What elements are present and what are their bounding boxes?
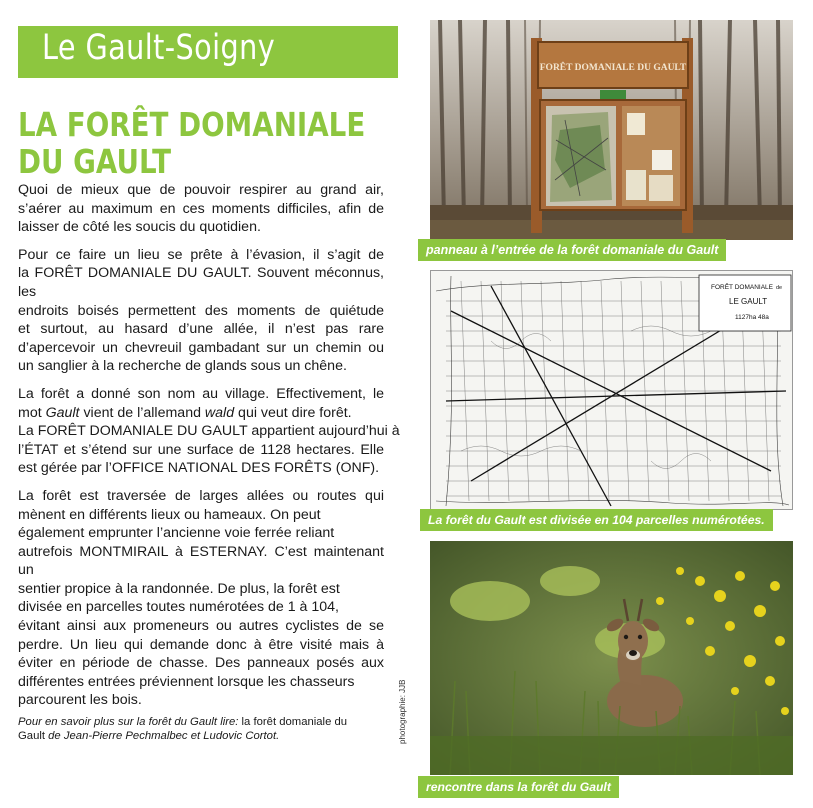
text-line: également emprunter l’ancienne voie ferrée reliant [18,525,335,542]
map-cartouche-line-2: LE GAULT [729,297,768,306]
text-line: parcourent les bois. [18,692,142,709]
headline-line-1: LA FORÊT DOMANIALE [18,105,366,144]
paragraph-1 [18,181,384,237]
text-line: mènent en différents lieux ou hameaux. On peut [18,506,321,523]
text-line: sentier propice à la randonnée. De plus, la forêt est [18,580,340,597]
text-line: endroits boisés permettent des moments de quiétude [18,302,384,319]
deer-photo-caption: rencontre dans la forêt du Gault [418,776,619,798]
banner-title: Le Gault-Soigny [42,28,276,68]
headline-line-2: DU GAULT [18,142,172,181]
sign-photo [430,20,793,240]
photo-credit: photographie: JJB [398,679,407,744]
article-body [18,181,400,744]
map-cartouche-line-1: FORÊT DOMANIALE [711,284,774,291]
text-run: mot [18,404,46,421]
text-line: divisée en parcelles toutes numérotées de 1 à 104, [18,599,339,616]
text-line: d’apercevoir un chevreuil gambadant sur un chemin ou [18,339,384,356]
article-headline [18,105,366,181]
text-line: laisser de côté les soucis du quotidien. [18,219,261,236]
note-italic: Pour en savoir plus sur la forêt du Gault lire: [18,716,239,729]
italic-word: Gault [45,404,80,421]
text-line [18,404,384,423]
paragraph-2 [18,246,384,376]
text-line: éviter en période de chasse. Des panneaux posés aux [18,655,384,672]
sign-photo-caption: panneau à l’entrée de la forêt domaniale du Gault [418,239,726,261]
italic-word: wald [204,404,235,421]
text-line: l’ÉTAT et s’étend sur une surface de 1128 hectares. Elle [18,441,384,458]
map-caption: La forêt du Gault est divisée en 104 parcelles numérotées. [420,509,773,531]
note-text: la forêt domaniale du [238,716,348,729]
text-line: La forêt a donné son nom au village. Effectivement, le [18,385,384,402]
text-line: autrefois MONTMIRAIL à ESTERNAY. C’est maintenant un [18,543,384,579]
paragraph-4 [18,487,384,710]
parcel-map [430,270,793,510]
map-cartouche-de: de [776,285,783,291]
text-line: Quoi de mieux que de pouvoir respirer au grand air, [18,182,384,198]
text-line: La forêt est traversée de larges allées ou routes qui [18,487,384,504]
text-line: la FORÊT DOMANIALE DU GAULT. Souvent méconnus, les [18,265,384,300]
text-run: qui veut dire forêt. [234,404,352,421]
text-line: différentes entrées préviennent lorsque les chasseurs [18,673,355,690]
paragraph-3 [18,385,400,478]
board-text: FORÊT DOMANIALE DU GAULT [539,63,687,73]
text-line: un sanglier à la recherche de glands sous un chêne. [18,358,347,375]
note-text: Gault [18,729,46,742]
text-run: vient de l’allemand [79,404,205,421]
note-italic: de Jean-Pierre Pechmalbec et Ludovic Cortot. [45,729,280,742]
text-line: et surtout, au hasard d’une allée, il n’est pas rare [18,321,384,338]
text-line: perdre. Un lieu qui demande donc à être visité mais à [18,636,384,653]
text-line: Pour ce faire un lieu se prête à l’évasion, il s’agit de [18,246,384,263]
text-line: évitant ainsi aux promeneurs ou autres cyclistes de se [18,618,384,635]
deer-photo [430,541,793,775]
title-banner [18,26,398,78]
map-cartouche-line-3: 1127ha 48a [735,314,769,321]
text-line: s’aérer au maximum en ces moments difficiles, afin de [18,200,384,217]
further-reading-note [18,716,384,744]
text-line: La FORÊT DOMANIALE DU GAULT appartient aujourd’hui à [18,423,400,440]
text-line: est gérée par l’OFFICE NATIONAL DES FORÊTS (ONF). [18,460,380,477]
